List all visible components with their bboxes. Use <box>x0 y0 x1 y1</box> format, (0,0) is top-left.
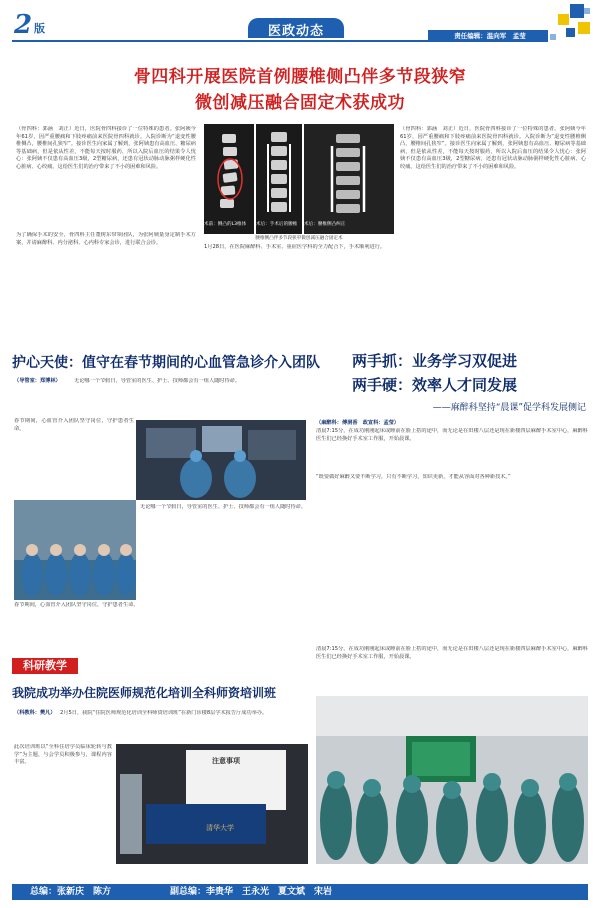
xray-caption-3: 术后：腰椎侧凸纠正 <box>304 222 346 227</box>
hr-title-2: 两手硬：效率人才同发展 <box>352 376 518 394</box>
hr-paragraph-3: 清晨7:15分，在成功刚刚起床或睡前在脸上搭的途中，而无论是在田楼八层还是现在新楼四层麻醉手术室中心，麻醉科医生们已经换好手术室工作服，开始晨课。 <box>316 646 588 660</box>
nurse-paragraph-3: 无论哪一个节假日，导管室的医生、护士、技师都会有一组人随时待命。 <box>140 504 306 510</box>
nurse-paragraph-1: 无论哪一个节假日，导管室的医生、护士、技师都会有一组人随时待命。 <box>74 378 241 384</box>
corner-decoration <box>548 4 596 44</box>
edu-paragraph-2: 此次培训班以“全科住培学员临床轮转与教学”为主题，与会学员积极参与，课程内容丰富。 <box>14 744 112 766</box>
section-title: 医政动态 <box>267 24 324 39</box>
page-number-suffix: 版 <box>34 22 45 35</box>
lead-paragraph-1: （骨四科：郭涵 刘正）近日，医院骨四科接诊了一位特殊的患者。张阿姨今年61岁，因严重腰痛和下肢疼痛前来医院骨四科就诊。入院诊断为“退变性腰椎侧凸，腰椎间孔狭窄”。接诊医生向家属了解到，张阿姨患有高血压、糖尿病等基础病，但是依从性差，不能每天按时服药，所以入院后血压的结果令人忧心：张阿姨不仅患有高血压3级，2型糖尿病，还患有冠状动脉动脉粥样硬化性心脏病、心绞痛。这给医生们的治疗带来了不小的困难和风险。 <box>16 126 196 170</box>
edu-title: 我院成功举办住院医师规范化培训全科师资培训班 <box>12 686 277 700</box>
lead-paragraph-2: 为了确保手术的安全，骨四科主任董树东带领团队，为张阿姨量身定制手术方案，并请麻醉科、内分泌科、心内科专家会诊，进行联合会诊。 <box>16 232 196 246</box>
xray-postop-ap <box>256 124 302 234</box>
lead-right-column: （骨四科：郭涵 刘正）近日，医院骨四科接诊了一位特殊的患者。张阿姨今年61岁，因严重腰痛和下肢疼痛前来医院骨四科就诊。入院诊断为“退变性腰椎侧凸，腰椎间孔狭窄”。接诊医生向家属了解到，张阿姨患有高血压、糖尿病等基础病，但是依从性差，不能每天按时服药，所以入院后血压的结果令人忧心：张阿姨不仅患有高血压3级，2型糖尿病，还患有冠状动脉动脉粥样硬化性心脏病、心绞痛。这给医生们的治疗带来了不小的困难和风险。 <box>400 126 586 170</box>
footer-chief-editor: 总编：张新庆 陈方 <box>30 887 112 897</box>
footer-deputy-editor: 副总编：李贵华 王永光 夏文斌 宋岩 <box>170 887 333 897</box>
nurse-paragraph-2: 春节期间，心血管介入团队坚守岗位，守护患者生命。 <box>14 418 134 432</box>
nurse-paragraph-4: 春节期间，心血管介入团队坚守岗位，守护患者生命。 <box>14 602 139 608</box>
xray-caption-1: 术前：侧凸的L3椎体 <box>204 222 247 227</box>
screen-notice: 注意事项 <box>212 757 240 765</box>
hr-byline: （麻醉科：傅洞香 政宣科：孟莹） <box>316 420 400 426</box>
lead-title-line2: 微创减压融合固定术获成功 <box>195 93 405 113</box>
page-number: 2 <box>14 10 33 40</box>
lead-title-line1: 骨四科开展医院首例腰椎侧凸伴多节段狭窄 <box>133 67 467 87</box>
lead-paragraph-3: 1月28日，在医院麻醉科、手术室、重症医学科的全力配合下，手术顺利进行。 <box>204 244 386 250</box>
hr-paragraph-1: 清晨7:15分，在成功刚刚起床或睡前在脸上搭的途中，而无论是在田楼八层还是现在新楼四层麻醉手术室中心，麻醉科医生们已经换好手术室工作服，开始晨课。 <box>316 428 588 442</box>
hr-title-1: 两手抓：业务学习双促进 <box>352 352 518 370</box>
xray-postop-lateral <box>304 124 394 234</box>
nurse-byline: （导管室：郑博林） <box>14 378 61 384</box>
xray-caption-2: 术后：手术后的腰椎 <box>256 222 298 227</box>
photo-team-group <box>14 500 136 600</box>
xray-preop <box>204 124 254 234</box>
edu-tag-label: 科研教学 <box>23 659 67 672</box>
nurse-title: 护心天使：值守在春节期间的心血管急诊介入团队 <box>12 355 320 371</box>
page-header <box>0 0 600 46</box>
photo-cath-lab <box>136 420 306 500</box>
photo-morning-class <box>316 696 588 864</box>
svg-text:清华大学: 清华大学 <box>206 824 234 832</box>
hr-subtitle: ——麻醉科坚持“晨课”促学科发展侧记 <box>432 403 586 413</box>
responsible-editors: 责任编辑：温向军 孟莹 <box>454 32 526 40</box>
hr-paragraph-2: “既要做好麻醉又要不断学习，只有不断学习，知识更新，才能从容面对各种新技术。” <box>316 474 511 480</box>
image-caption: 腰椎侧凸伴多节段狭窄微创减压融合固定术 <box>255 236 343 241</box>
edu-byline: （科教科：樊凡） <box>14 710 56 716</box>
edu-paragraph-1: 2月5日，我院“住院医师规范化培训全科师资培训班”在新门诊楼8层学术报告厅成功举办。 <box>60 710 268 716</box>
